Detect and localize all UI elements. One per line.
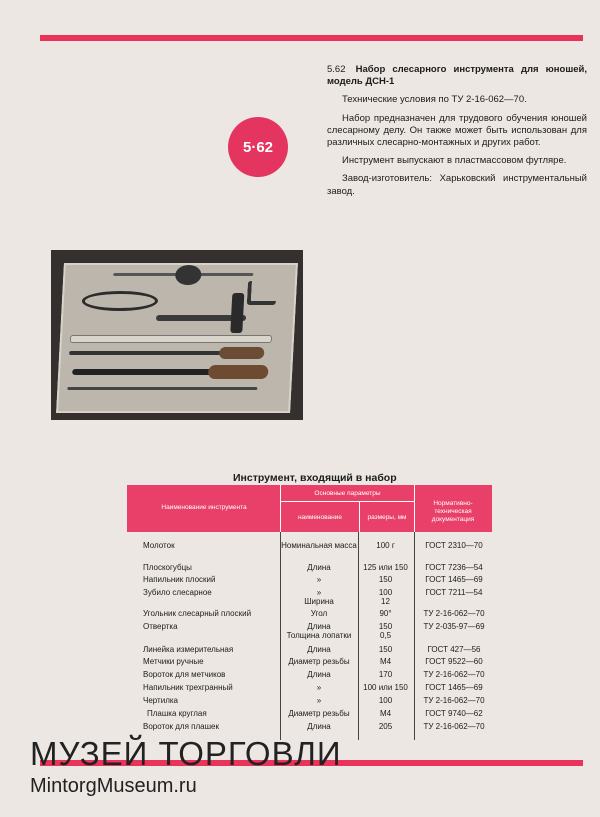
row-doc: ГОСТ 9740—62 — [425, 709, 483, 718]
row-name: Плоскогубцы — [143, 563, 192, 572]
row-param: Длина — [307, 670, 331, 679]
header-main-params: Основные параметры — [314, 490, 381, 497]
header-param-name: наименование — [298, 514, 342, 521]
row-param: » — [316, 575, 322, 584]
row-doc: ГОСТ 1465—69 — [425, 683, 483, 692]
row-param: Длина — [307, 563, 331, 572]
manufacturer-paragraph: Завод-изготовитель: Харьковский инструментальный завод. — [327, 173, 587, 197]
watermark-url: MintorgMuseum.ru — [30, 775, 197, 797]
row-doc: ГОСТ 9522—60 — [425, 657, 483, 666]
hammer-image — [230, 293, 244, 333]
watermark-title: МУЗЕЙ ТОРГОВЛИ — [30, 735, 342, 772]
column-divider — [414, 532, 415, 740]
row-doc: ГОСТ 427—56 — [427, 645, 481, 654]
row-size: М4 — [379, 657, 392, 666]
row-size: 150 — [378, 575, 393, 584]
row-param: Угол — [310, 609, 328, 618]
row-name: Напильник трехгранный — [143, 683, 233, 692]
row-name: Вороток для метчиков — [143, 670, 226, 679]
row-size: 12 — [381, 597, 390, 606]
product-description — [327, 64, 587, 204]
case-paragraph: Инструмент выпускают в пластмассовом футляре. — [342, 155, 567, 167]
header-divider — [414, 485, 415, 532]
product-title — [327, 64, 587, 88]
row-size: 150 — [378, 645, 393, 654]
row-name: Зубило слесарное — [143, 588, 212, 597]
row-doc: ГОСТ 2310—70 — [425, 541, 483, 550]
file-handle-image — [208, 365, 269, 379]
row-param: Длина — [307, 622, 331, 631]
row-doc: ГОСТ 1465—69 — [425, 575, 483, 584]
row-size: 100 или 150 — [363, 683, 408, 692]
row-name: Чертилка — [143, 696, 178, 705]
row-param: Ширина — [304, 597, 334, 606]
square-image — [247, 281, 277, 305]
row-size: 205 — [378, 722, 393, 731]
row-size: 100 — [378, 696, 393, 705]
row-param: » — [316, 588, 322, 597]
row-size: 90° — [379, 609, 392, 618]
row-size: 100 г — [376, 541, 395, 550]
header-divider — [281, 501, 414, 502]
row-doc: ГОСТ 7236—54 — [425, 563, 483, 572]
row-name: Отвертка — [143, 622, 178, 631]
row-param: Диаметр резьбы — [288, 709, 350, 718]
row-name: Линейка измерительная — [143, 645, 234, 654]
row-doc: ТУ 2-16-062—70 — [423, 722, 485, 731]
screwdriver-image — [69, 351, 229, 355]
toolset-photo — [51, 250, 303, 420]
tool-case — [56, 263, 298, 413]
table-header — [127, 485, 492, 532]
row-size: 170 — [378, 670, 393, 679]
row-name: Угольник слесарный плоский — [143, 609, 252, 618]
die-stock-image — [175, 265, 202, 285]
row-name: Плашка круглая — [147, 709, 207, 718]
screwdriver-handle-image — [219, 347, 265, 359]
header-document: Нормативно-техническая документация — [431, 500, 475, 523]
row-param: Номинальная масса — [281, 541, 357, 550]
pliers-image — [81, 291, 158, 311]
row-doc: ТУ 2-16-062—70 — [423, 609, 485, 618]
top-red-rule — [40, 35, 583, 41]
row-size: М4 — [379, 709, 392, 718]
section-badge: 5·62 — [228, 117, 288, 177]
ruler-image — [70, 335, 272, 343]
row-param: Длина — [307, 645, 331, 654]
spec-paragraph: Технические условия по ТУ 2-16-062—70. — [342, 94, 527, 106]
row-name: Вороток для плашек — [143, 722, 219, 731]
row-param: Диаметр резьбы — [288, 657, 350, 666]
row-doc: ТУ 2-16-062—70 — [423, 696, 485, 705]
row-doc: ГОСТ 7211—54 — [425, 588, 483, 597]
row-name: Молоток — [143, 541, 175, 550]
row-doc: ТУ 2-16-062—70 — [423, 670, 485, 679]
header-tool-name: Наименование инструмента — [161, 504, 247, 511]
scriber-image — [67, 387, 257, 390]
row-size: 0,5 — [379, 631, 392, 640]
purpose-paragraph: Набор предназначен для трудового обучения юношей слесарному делу. Он также может быть использован для различных слесарно-монтажных и других работ. — [327, 112, 587, 149]
row-size: 100 — [378, 588, 393, 597]
table-title: Инструмент, входящий в набор — [233, 472, 397, 484]
row-param: » — [316, 683, 322, 692]
file-image — [72, 369, 217, 375]
row-name: Напильник плоский — [143, 575, 216, 584]
row-size: 150 — [378, 622, 393, 631]
row-param: Толщина лопатки — [286, 631, 352, 640]
product-name: Набор слесарного инструмента для юношей, модель ДСН-1 — [327, 64, 588, 88]
row-doc: ТУ 2-035-97—69 — [423, 622, 485, 631]
row-size: 125 или 150 — [363, 563, 408, 572]
row-param: Длина — [307, 722, 331, 731]
product-number: 5.62 — [327, 64, 346, 75]
row-name: Метчики ручные — [143, 657, 204, 666]
row-param: » — [316, 696, 322, 705]
header-size: размеры, мм — [367, 514, 407, 521]
